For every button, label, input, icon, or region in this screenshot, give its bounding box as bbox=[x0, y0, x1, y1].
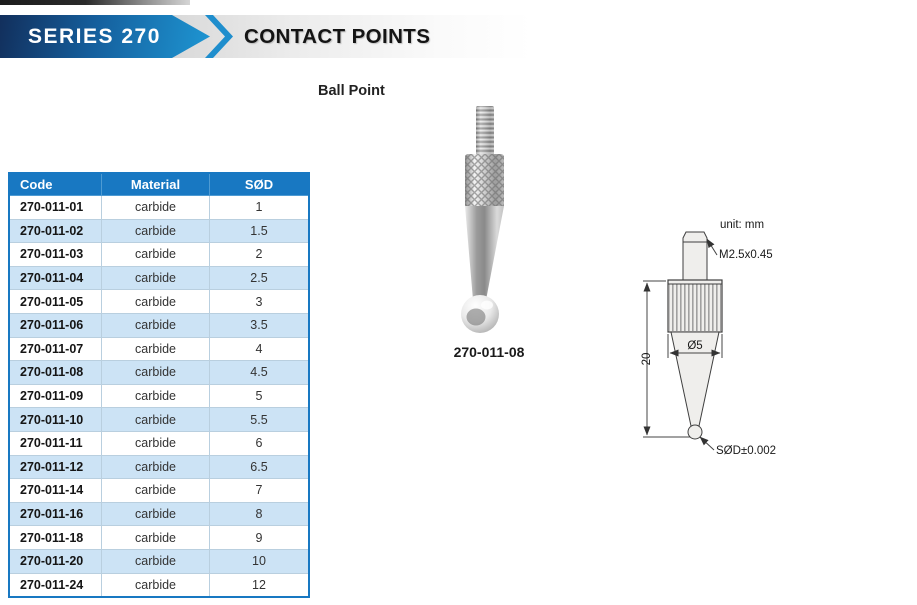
code-cell: 270-011-14 bbox=[9, 479, 102, 503]
sod-cell: 5 bbox=[210, 384, 310, 408]
sod-cell: 10 bbox=[210, 549, 310, 573]
drawing-ball-outline bbox=[688, 425, 702, 439]
code-cell: 270-011-11 bbox=[9, 431, 102, 455]
table-row bbox=[9, 549, 309, 573]
sod-cell: 3 bbox=[210, 290, 310, 314]
material-cell: carbide bbox=[102, 431, 210, 455]
code-cell: 270-011-12 bbox=[9, 455, 102, 479]
drawing-knurl-outline bbox=[668, 280, 722, 332]
table-row bbox=[9, 266, 309, 290]
knurl-grip-shape bbox=[465, 154, 504, 208]
table-row bbox=[9, 337, 309, 361]
code-cell: 270-011-04 bbox=[9, 266, 102, 290]
material-cell: carbide bbox=[102, 219, 210, 243]
material-cell: carbide bbox=[102, 196, 210, 220]
material-cell: carbide bbox=[102, 479, 210, 503]
column-header-code: Code bbox=[9, 173, 102, 196]
table-header bbox=[9, 173, 309, 196]
table-row bbox=[9, 219, 309, 243]
sod-cell: 1 bbox=[210, 196, 310, 220]
table-row bbox=[9, 573, 309, 597]
material-cell: carbide bbox=[102, 384, 210, 408]
column-header-sod: SØD bbox=[210, 173, 310, 196]
code-cell: 270-011-07 bbox=[9, 337, 102, 361]
table-row bbox=[9, 455, 309, 479]
sod-cell: 5.5 bbox=[210, 408, 310, 432]
sod-cell: 4.5 bbox=[210, 361, 310, 385]
column-header-material: Material bbox=[102, 173, 210, 196]
contact-points-table bbox=[8, 172, 310, 598]
table-row bbox=[9, 526, 309, 550]
table-row bbox=[9, 479, 309, 503]
length-label: 20 bbox=[641, 352, 653, 366]
code-cell: 270-011-06 bbox=[9, 313, 102, 337]
table-row bbox=[9, 313, 309, 337]
code-cell: 270-011-24 bbox=[9, 573, 102, 597]
material-cell: carbide bbox=[102, 549, 210, 573]
section-subtitle: Ball Point bbox=[318, 83, 385, 99]
sod-cell: 12 bbox=[210, 573, 310, 597]
sod-cell: 3.5 bbox=[210, 313, 310, 337]
table-row bbox=[9, 502, 309, 526]
material-cell: carbide bbox=[102, 243, 210, 267]
diameter-label: Ø5 bbox=[687, 340, 703, 352]
thread-leader-line bbox=[707, 239, 717, 255]
code-cell: 270-011-16 bbox=[9, 502, 102, 526]
table-row bbox=[9, 384, 309, 408]
material-cell: carbide bbox=[102, 526, 210, 550]
code-cell: 270-011-02 bbox=[9, 219, 102, 243]
code-cell: 270-011-03 bbox=[9, 243, 102, 267]
stud-shape bbox=[476, 106, 494, 158]
sod-cell: 6 bbox=[210, 431, 310, 455]
tip-label: SØD±0.002 bbox=[716, 445, 777, 457]
code-cell: 270-011-05 bbox=[9, 290, 102, 314]
material-cell: carbide bbox=[102, 361, 210, 385]
sod-cell: 4 bbox=[210, 337, 310, 361]
header-row bbox=[9, 173, 309, 196]
page-title: CONTACT POINTS bbox=[244, 25, 431, 48]
table-row bbox=[9, 431, 309, 455]
table-row bbox=[9, 408, 309, 432]
table-row bbox=[9, 290, 309, 314]
table-row bbox=[9, 243, 309, 267]
photo-caption: 270-011-08 bbox=[453, 344, 525, 360]
code-cell: 270-011-20 bbox=[9, 549, 102, 573]
material-cell: carbide bbox=[102, 408, 210, 432]
code-cell: 270-011-10 bbox=[9, 408, 102, 432]
code-cell: 270-011-18 bbox=[9, 526, 102, 550]
material-cell: carbide bbox=[102, 266, 210, 290]
code-cell: 270-011-08 bbox=[9, 361, 102, 385]
ball-tip-shape bbox=[461, 295, 499, 333]
page-edge-artifact bbox=[0, 0, 190, 5]
sod-cell: 2.5 bbox=[210, 266, 310, 290]
material-cell: carbide bbox=[102, 502, 210, 526]
sod-cell: 9 bbox=[210, 526, 310, 550]
material-cell: carbide bbox=[102, 313, 210, 337]
technical-drawing bbox=[640, 205, 917, 465]
sod-cell: 1.5 bbox=[210, 219, 310, 243]
sod-cell: 7 bbox=[210, 479, 310, 503]
material-cell: carbide bbox=[102, 573, 210, 597]
tip-leader-line bbox=[700, 437, 714, 450]
series-banner bbox=[0, 15, 917, 58]
table-row bbox=[9, 361, 309, 385]
material-cell: carbide bbox=[102, 455, 210, 479]
code-cell: 270-011-09 bbox=[9, 384, 102, 408]
drawing-stud-outline bbox=[683, 232, 707, 280]
table-row bbox=[9, 196, 309, 220]
unit-label: unit: mm bbox=[720, 219, 765, 231]
material-cell: carbide bbox=[102, 290, 210, 314]
shaft-shape bbox=[465, 206, 504, 300]
series-label: SERIES 270 bbox=[28, 25, 161, 48]
code-cell: 270-011-01 bbox=[9, 196, 102, 220]
sod-cell: 2 bbox=[210, 243, 310, 267]
sod-cell: 6.5 bbox=[210, 455, 310, 479]
product-photo bbox=[443, 98, 533, 350]
sod-cell: 8 bbox=[210, 502, 310, 526]
table-body bbox=[9, 196, 309, 598]
thread-label: M2.5x0.45 bbox=[719, 249, 773, 261]
material-cell: carbide bbox=[102, 337, 210, 361]
